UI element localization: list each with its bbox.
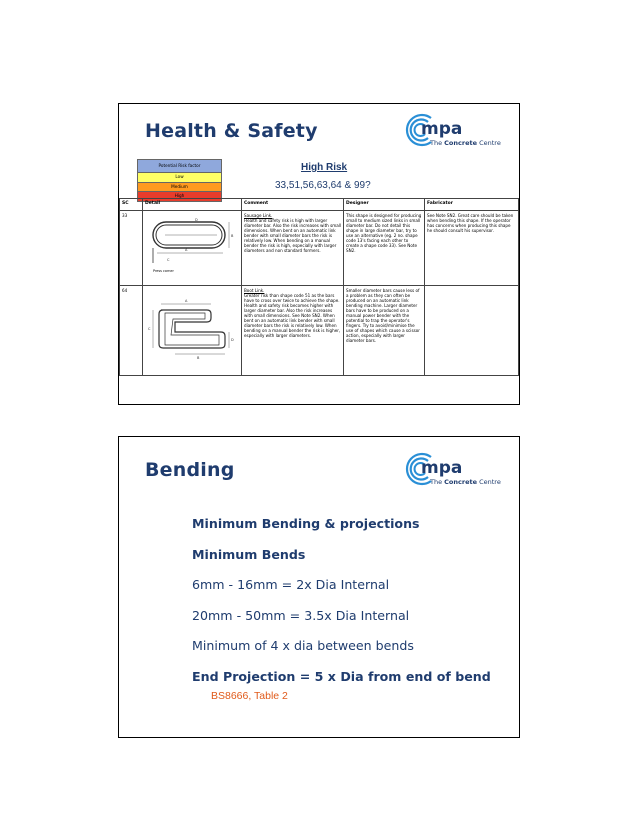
slide-title: Health & Safety — [145, 120, 318, 142]
shape-code-table — [119, 198, 519, 376]
logo-brand: mpa — [421, 119, 463, 139]
table-header-row — [120, 199, 519, 211]
comment-text: Greater risk than shape code 51 as the bars have to cross over twice to achieve the shape. Health and safety risk becomes higher with larger diameter bar. Also the risk increases with small dimensions. See Note SN2. When bent on an automatic link bender with small diameter bars the risk is relatively low. When bending on a manual bender the risk is higher, especially with larger diameters. — [244, 292, 341, 339]
mpa-logo — [401, 447, 501, 491]
slide-health-safety — [118, 103, 520, 405]
risk-legend — [137, 159, 222, 202]
designer-cell: This shape is designed for producing small to medium sized links in small diameter bar. Do not detail this shape in large diameter bar, try to use an alternative (eg. 2 no. shape code 13's facing each other to create a shape code 33). See Note SN2. — [344, 211, 425, 286]
mpa-logo — [401, 108, 501, 152]
rule-subheading: Minimum Bends — [192, 546, 306, 562]
bending-rules-list — [192, 509, 491, 692]
column-header: Detail — [143, 199, 242, 211]
comment-title: Sausage Link. — [244, 212, 273, 218]
column-header: Comment — [242, 199, 344, 211]
svg-text:A: A — [185, 247, 188, 252]
rule-line: 20mm - 50mm = 3.5x Dia Internal — [192, 607, 410, 623]
rule-line: End Projection = 5 x Dia from end of bend — [192, 668, 491, 684]
svg-text:C: C — [148, 326, 151, 331]
svg-text:A: A — [185, 298, 188, 303]
svg-text:D: D — [195, 217, 198, 222]
rule-line: 6mm - 16mm = 2x Dia Internal — [192, 577, 390, 592]
comment-text: Health and safety risk is high with larger diameter bar. Also the risk increases with small dimensions. When bent on an automatic link bender with small diameter bars the risk is relatively low. When bending on a manual bender the risk is high, especially with larger diameters and non standard formers. — [244, 217, 341, 254]
rule-heading: Minimum Bending & projections — [192, 516, 420, 531]
risk-level-medium: Medium — [137, 183, 222, 193]
comment-cell — [242, 211, 344, 286]
table-row — [120, 286, 519, 376]
column-header: SC — [120, 199, 143, 211]
logo-subtitle: The Concrete Centre — [430, 478, 501, 486]
rule-line: Minimum of 4 x dia between bends — [192, 638, 414, 653]
svg-text:B: B — [197, 355, 200, 360]
boot-link-diagram — [145, 288, 235, 368]
slide-title: Bending — [145, 459, 235, 481]
fabricator-cell — [425, 286, 519, 376]
column-header: Fabricator — [425, 199, 519, 211]
detail-cell — [143, 211, 242, 286]
slide-bending — [118, 436, 520, 738]
risk-level-high: High — [137, 192, 222, 202]
fabricator-cell: See Note SN2. Great care should be taken when bending this shape. If the operator has concerns when producing this shape he should consult his supervisor. — [425, 211, 519, 286]
designer-cell: Smaller diameter bars cause less of a problem as they can often be produced on an automatic link bending machine. Larger diameter bars have to be produced on a manual power bender with the potential to trap the operator's fingers. Try to avoid/minimise the use of shapes which cause a scissor action, especially with larger diameter bars. — [344, 286, 425, 376]
risk-shape-codes: 33,51,56,63,64 & 99? — [275, 180, 371, 191]
shape-code-cell: 33 — [120, 211, 143, 286]
svg-text:C: C — [167, 257, 170, 262]
column-header: Designer — [344, 199, 425, 211]
logo-subtitle: The Concrete Centre — [430, 139, 501, 147]
comment-cell — [242, 286, 344, 376]
standard-reference: BS8666, Table 2 — [211, 690, 288, 702]
table-row — [120, 211, 519, 286]
detail-cell — [143, 286, 242, 376]
svg-text:D: D — [231, 337, 234, 342]
comment-title: Boot Link. — [244, 287, 265, 293]
risk-level-low: Low — [137, 173, 222, 183]
risk-heading: High Risk — [301, 162, 348, 173]
detail-note: Press corner — [153, 268, 174, 273]
svg-text:B: B — [231, 233, 234, 238]
risk-legend-header: Potential Risk factor — [137, 159, 222, 173]
logo-brand: mpa — [421, 458, 463, 478]
shape-code-cell: 64 — [120, 286, 143, 376]
